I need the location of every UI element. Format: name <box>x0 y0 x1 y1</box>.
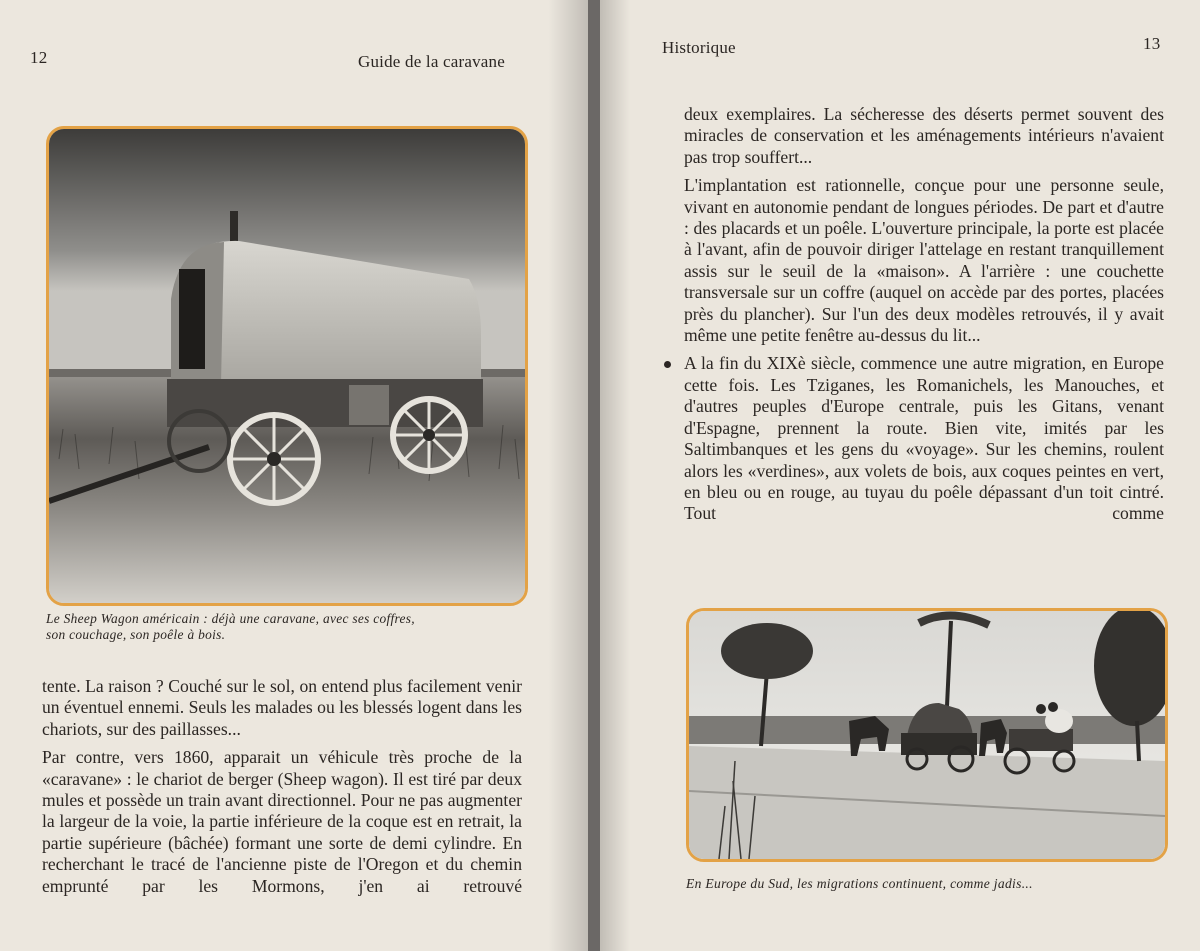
bullet-paragraph <box>684 353 1164 524</box>
bullet-icon <box>664 361 671 368</box>
sheep-wagon-illustration <box>49 129 525 603</box>
paragraph: Par contre, vers 1860, apparait un véhicule très proche de la «caravane» : le chariot de berger (Sheep wagon). Il est tiré par deux mules et possède un train avant directionnel. Pour ne pas augmenter la largeur de la voie, la partie inférieure de la coque est en retrait, la partie supérieure (bâchée) formant une sorte de demi cylindre. En recherchant le tracé de l'ancienne piste de l'Oregon et du chemin emprunté par les Mormons, j'en ai retrouvé <box>42 747 522 896</box>
paragraph: L'implantation est rationnelle, conçue pour une personne seule, vivant en autonomie pendant de longues périodes. De part et d'autre : des placards et un poêle. L'ouverture principale, la porte est placée à l'avant, afin de pouvoir diriger l'attelage en restant tranquillement assis sur le seuil de la «maison». A l'arrière : une couchette transversale sur un coffre (auquel on accède par des portes, placées près du plancher). Sur l'un des deux modèles retrouvés, il y avait même une petite fenêtre au-dessus du lit... <box>684 175 1164 346</box>
photo-caption <box>46 611 526 643</box>
sheep-wagon-photo <box>46 126 528 606</box>
page-number: 12 <box>30 48 48 67</box>
page-number: 13 <box>1143 34 1161 53</box>
gutter-shadow <box>548 0 588 951</box>
left-body-text <box>42 676 522 904</box>
right-body-text <box>684 104 1164 525</box>
right-page <box>600 0 1200 951</box>
bullet-paragraph-text: A la fin du XIXè siècle, commence une autre migration, en Europe cette fois. Les Tziganes, les Romanichels, les Manouches, et d'autres peuples d'Europe centrale, puis les Gitans, venant d'Espagne, prennent la route. Bien vite, imités par les Saltimbanques et les gens du «voyage». Sur les chemins, roulent alors les «verdines», aux volets de bois, aux coques peintes en vert, en bleu ou en rouge, au tuyau du poêle dépassant d'un toit cintré. Tout comme <box>684 353 1164 524</box>
caravan-road-illustration <box>689 611 1165 859</box>
gutter-shadow <box>600 0 630 951</box>
photo-caption: En Europe du Sud, les migrations continuent, comme jadis... <box>686 876 1033 891</box>
left-page <box>0 0 588 951</box>
migration-road-photo <box>686 608 1168 862</box>
running-head: Guide de la caravane <box>358 52 505 71</box>
running-head: Historique <box>662 38 736 57</box>
paragraph: deux exemplaires. La sécheresse des déserts permet souvent des miracles de conservation et les aménagements intérieurs n'avaient pas trop souffert... <box>684 104 1164 167</box>
caption-line-1: Le Sheep Wagon américain : déjà une caravane, avec ses coffres, <box>46 611 415 626</box>
caption-line-2: son couchage, son poêle à bois. <box>46 627 226 642</box>
paragraph: tente. La raison ? Couché sur le sol, on entend plus facilement venir un éventuel ennemi. Seuls les malades ou les blessés logent dans les chariots, sur des paillasses... <box>42 676 522 739</box>
